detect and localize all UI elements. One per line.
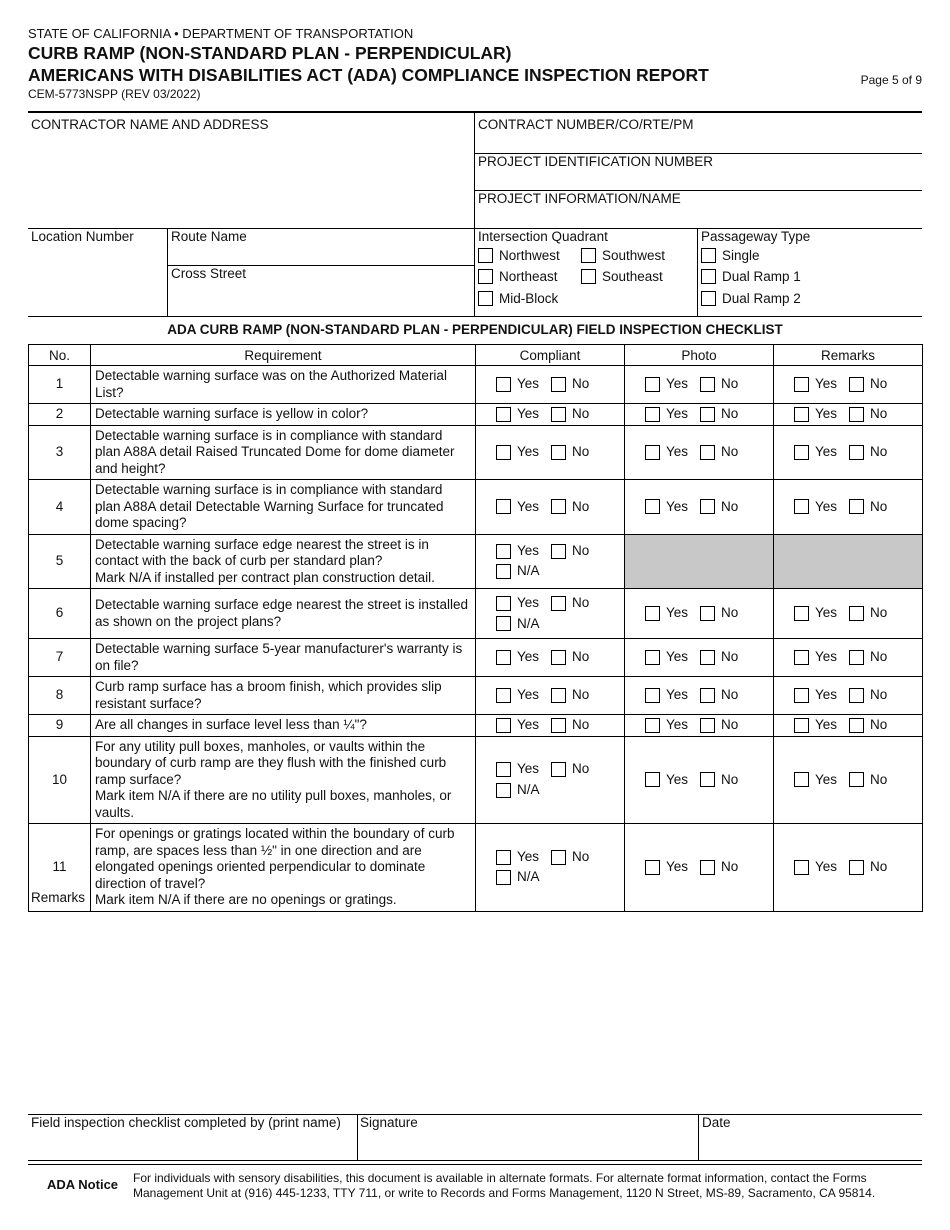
checkbox[interactable]	[478, 248, 493, 263]
yes-no-group	[480, 595, 620, 612]
row-requirement: Detectable warning surface is in compliance with standard plan A88A detail Detectable Warning Surface for truncated dome spacing?	[91, 480, 476, 535]
yes-no-group	[480, 499, 620, 516]
no-label: No	[870, 605, 888, 621]
no-label: No	[870, 498, 888, 514]
contract-number-label: CONTRACT NUMBER/CO/RTE/PM	[478, 117, 694, 132]
yes-no-group	[480, 406, 620, 423]
row-compliant	[476, 480, 625, 535]
yes-no-group	[778, 859, 918, 876]
no-label: No	[572, 717, 590, 732]
option-label: Southeast	[602, 269, 663, 284]
intersection-quadrant-label: Intersection Quadrant	[478, 229, 608, 244]
yes-no-group	[778, 499, 918, 516]
row-photo	[625, 715, 774, 737]
yes-label: Yes	[517, 595, 540, 610]
yes-checkbox[interactable]	[496, 850, 511, 865]
no-checkbox[interactable]	[551, 718, 566, 733]
yes-label: Yes	[666, 406, 689, 421]
yes-checkbox[interactable]	[645, 606, 660, 621]
checklist-table	[28, 344, 923, 912]
row-photo	[625, 425, 774, 480]
yes-checkbox[interactable]	[645, 772, 660, 787]
checkbox[interactable]	[581, 269, 596, 284]
signature-label: Signature	[360, 1115, 418, 1130]
row-requirement: For openings or gratings located within the boundary of curb ramp, are spaces less than ½" in one direction and are elongated openings oriented perpendicular to dominate direction of travel? Mark item N/A if there are no openings or gratings.	[91, 824, 476, 912]
row-number: 1	[29, 366, 91, 404]
divider	[28, 1160, 922, 1161]
row-remarks	[774, 677, 923, 715]
row-photo	[625, 639, 774, 677]
row-compliant	[476, 534, 625, 589]
form-title-line2: AMERICANS WITH DISABILITIES ACT (ADA) COMPLIANCE INSPECTION REPORT	[28, 65, 709, 85]
no-checkbox[interactable]	[849, 606, 864, 621]
na-label: N/A	[517, 615, 540, 631]
na-group	[480, 782, 620, 799]
yes-label: Yes	[666, 649, 689, 665]
yes-checkbox[interactable]	[645, 688, 660, 703]
table-row	[29, 404, 923, 426]
row-number: 6	[29, 589, 91, 639]
yes-no-group	[778, 406, 918, 423]
yes-no-group	[629, 444, 769, 461]
yes-no-group	[480, 687, 620, 704]
yes-no-group	[629, 605, 769, 622]
yes-checkbox[interactable]	[645, 377, 660, 392]
row-remarks	[774, 480, 923, 535]
project-info-label: PROJECT INFORMATION/NAME	[478, 191, 681, 206]
na-label: N/A	[517, 781, 540, 797]
na-checkbox[interactable]	[496, 616, 511, 631]
route-name-label: Route Name	[171, 229, 247, 244]
yes-label: Yes	[815, 605, 838, 621]
row-compliant	[476, 736, 625, 824]
no-label: No	[870, 771, 888, 787]
yes-no-group	[778, 772, 918, 789]
row-requirement: Are all changes in surface level less than ¼"?	[91, 715, 476, 737]
yes-no-group	[480, 649, 620, 666]
na-checkbox[interactable]	[496, 783, 511, 798]
no-checkbox[interactable]	[551, 688, 566, 703]
row-requirement: Detectable warning surface is yellow in color?	[91, 404, 476, 426]
form-title	[28, 42, 709, 86]
table-row	[29, 715, 923, 737]
checkbox[interactable]	[478, 269, 493, 284]
yes-checkbox[interactable]	[645, 445, 660, 460]
yes-no-group	[629, 649, 769, 666]
row-number: 3	[29, 425, 91, 480]
row-compliant	[476, 715, 625, 737]
yes-checkbox[interactable]	[794, 377, 809, 392]
page-number: Page 5 of 9	[860, 73, 922, 87]
yes-checkbox[interactable]	[794, 606, 809, 621]
divider	[28, 316, 922, 317]
agency-line: STATE OF CALIFORNIA • DEPARTMENT OF TRANSPORTATION	[28, 26, 414, 41]
yes-checkbox[interactable]	[645, 718, 660, 733]
no-checkbox[interactable]	[551, 650, 566, 665]
table-row	[29, 639, 923, 677]
no-label: No	[721, 605, 739, 621]
divider	[697, 228, 698, 316]
no-label: No	[721, 649, 739, 665]
passageway-dual-ramp-1[interactable]	[701, 269, 801, 284]
divider	[474, 113, 475, 316]
quadrant-northeast[interactable]	[478, 269, 558, 284]
no-checkbox[interactable]	[700, 718, 715, 733]
yes-checkbox[interactable]	[645, 407, 660, 422]
row-compliant	[476, 366, 625, 404]
no-checkbox[interactable]	[551, 407, 566, 422]
row-number: 10	[29, 736, 91, 824]
na-checkbox[interactable]	[496, 870, 511, 885]
checkbox[interactable]	[701, 269, 716, 284]
no-checkbox[interactable]	[849, 860, 864, 875]
completed-by-label: Field inspection checklist completed by (print name)	[31, 1115, 341, 1130]
no-checkbox[interactable]	[849, 650, 864, 665]
row-compliant	[476, 404, 625, 426]
quadrant-southwest[interactable]	[581, 248, 665, 263]
no-checkbox[interactable]	[849, 499, 864, 514]
no-checkbox[interactable]	[700, 606, 715, 621]
table-row	[29, 589, 923, 639]
col-requirement: Requirement	[91, 345, 476, 366]
table-row	[29, 534, 923, 589]
row-requirement: Detectable warning surface was on the Authorized Material List?	[91, 366, 476, 404]
no-label: No	[572, 498, 590, 514]
row-number: 9	[29, 715, 91, 737]
yes-label: Yes	[666, 687, 689, 703]
header-rule	[28, 111, 922, 113]
no-checkbox[interactable]	[849, 445, 864, 460]
no-label: No	[721, 859, 739, 874]
yes-label: Yes	[815, 444, 838, 459]
yes-no-group	[629, 406, 769, 423]
no-label: No	[572, 649, 590, 665]
no-label: No	[721, 376, 739, 392]
na-label: N/A	[517, 563, 540, 579]
row-remarks	[774, 715, 923, 737]
no-label: No	[721, 687, 739, 703]
yes-checkbox[interactable]	[645, 650, 660, 665]
yes-no-group	[629, 499, 769, 516]
yes-checkbox[interactable]	[794, 860, 809, 875]
yes-no-group	[480, 543, 620, 560]
no-label: No	[572, 376, 590, 392]
table-row	[29, 480, 923, 535]
yes-checkbox[interactable]	[794, 499, 809, 514]
contractor-label: CONTRACTOR NAME AND ADDRESS	[31, 117, 269, 132]
no-checkbox[interactable]	[849, 688, 864, 703]
no-label: No	[870, 444, 888, 459]
yes-checkbox[interactable]	[496, 544, 511, 559]
option-label: Southwest	[602, 248, 666, 263]
option-label: Northeast	[499, 269, 558, 284]
no-checkbox[interactable]	[700, 407, 715, 422]
table-row	[29, 824, 923, 912]
no-checkbox[interactable]	[551, 850, 566, 865]
cross-street-label: Cross Street	[171, 266, 247, 281]
yes-no-group	[480, 761, 620, 778]
row-number: 8	[29, 677, 91, 715]
no-label: No	[572, 761, 590, 777]
no-checkbox[interactable]	[700, 860, 715, 875]
yes-label: Yes	[815, 771, 838, 787]
yes-checkbox[interactable]	[496, 596, 511, 611]
yes-label: Yes	[815, 859, 838, 874]
yes-checkbox[interactable]	[496, 499, 511, 514]
divider	[357, 1114, 358, 1160]
yes-checkbox[interactable]	[496, 650, 511, 665]
yes-label: Yes	[517, 687, 540, 703]
no-label: No	[721, 771, 739, 787]
row-number: 7	[29, 639, 91, 677]
no-checkbox[interactable]	[551, 544, 566, 559]
no-checkbox[interactable]	[551, 499, 566, 514]
table-row	[29, 677, 923, 715]
row-requirement: For any utility pull boxes, manholes, or vaults within the boundary of curb ramp are they flush with the finished curb ramp surface? Mark item N/A if there are no utility pull boxes, manholes, or vaults.	[91, 736, 476, 824]
option-label: Mid-Block	[499, 291, 559, 306]
yes-label: Yes	[815, 406, 838, 421]
yes-label: Yes	[815, 376, 838, 392]
passageway-type-label: Passageway Type	[701, 229, 811, 244]
yes-no-group	[778, 687, 918, 704]
yes-no-group	[480, 376, 620, 393]
row-remarks	[774, 534, 923, 589]
form-number: CEM-5773NSPP (REV 03/2022)	[28, 87, 201, 101]
no-label: No	[870, 859, 888, 874]
no-checkbox[interactable]	[849, 772, 864, 787]
table-row	[29, 736, 923, 824]
yes-label: Yes	[517, 376, 540, 392]
checkbox[interactable]	[581, 248, 596, 263]
yes-checkbox[interactable]	[496, 407, 511, 422]
col-remarks: Remarks	[774, 345, 923, 366]
ada-notice-text: For individuals with sensory disabilities, this document is available in alternate formats. For alternate format information, contact the Forms Management Unit at (916) 445-1233, TTY 711, or write to Records and Forms Management, 1120 N Street, MS-89, Sacramento, CA 95814.	[133, 1171, 876, 1200]
yes-no-group	[778, 376, 918, 393]
yes-checkbox[interactable]	[496, 718, 511, 733]
row-photo	[625, 404, 774, 426]
yes-checkbox[interactable]	[794, 445, 809, 460]
yes-checkbox[interactable]	[794, 407, 809, 422]
yes-label: Yes	[815, 649, 838, 665]
table-row	[29, 425, 923, 480]
no-label: No	[721, 406, 739, 421]
yes-checkbox[interactable]	[496, 377, 511, 392]
yes-label: Yes	[666, 717, 689, 732]
no-label: No	[572, 444, 590, 459]
yes-label: Yes	[666, 859, 689, 874]
checkbox[interactable]	[478, 291, 493, 306]
row-number: 2	[29, 404, 91, 426]
na-group	[480, 616, 620, 633]
row-requirement: Detectable warning surface edge nearest the street is installed as shown on the project plans?	[91, 589, 476, 639]
yes-no-group	[629, 687, 769, 704]
row-photo	[625, 480, 774, 535]
yes-checkbox[interactable]	[496, 445, 511, 460]
yes-label: Yes	[666, 498, 689, 514]
yes-label: Yes	[517, 444, 540, 459]
row-remarks	[774, 404, 923, 426]
row-compliant	[476, 639, 625, 677]
yes-no-group	[629, 376, 769, 393]
yes-label: Yes	[517, 761, 540, 777]
row-photo	[625, 824, 774, 912]
row-number: 11	[29, 824, 91, 912]
yes-label: Yes	[517, 649, 540, 665]
no-label: No	[721, 498, 739, 514]
row-requirement: Curb ramp surface has a broom finish, which provides slip resistant surface?	[91, 677, 476, 715]
row-requirement: Detectable warning surface edge nearest the street is in contact with the back of curb per standard plan? Mark N/A if installed per contract plan construction detail.	[91, 534, 476, 589]
yes-label: Yes	[666, 605, 689, 621]
divider	[698, 1114, 699, 1160]
row-photo	[625, 366, 774, 404]
yes-no-group	[629, 859, 769, 876]
yes-label: Yes	[815, 687, 838, 703]
row-requirement: Detectable warning surface 5-year manufacturer's warranty is on file?	[91, 639, 476, 677]
no-checkbox[interactable]	[700, 650, 715, 665]
yes-label: Yes	[815, 717, 838, 732]
divider	[28, 1164, 922, 1165]
yes-no-group	[629, 772, 769, 789]
option-label: Northwest	[499, 248, 560, 263]
row-photo	[625, 534, 774, 589]
no-checkbox[interactable]	[700, 772, 715, 787]
yes-label: Yes	[517, 406, 540, 421]
no-label: No	[870, 376, 888, 392]
yes-checkbox[interactable]	[496, 762, 511, 777]
no-label: No	[721, 717, 739, 732]
option-label: Dual Ramp 2	[722, 291, 801, 306]
col-compliant: Compliant	[476, 345, 625, 366]
row-remarks	[774, 589, 923, 639]
no-checkbox[interactable]	[849, 718, 864, 733]
no-label: No	[572, 848, 590, 864]
row-remarks	[774, 824, 923, 912]
row-compliant	[476, 677, 625, 715]
no-checkbox[interactable]	[700, 688, 715, 703]
row-photo	[625, 589, 774, 639]
row-remarks	[774, 425, 923, 480]
yes-checkbox[interactable]	[496, 688, 511, 703]
passageway-single[interactable]	[701, 248, 760, 263]
option-label: Dual Ramp 1	[722, 269, 801, 284]
yes-no-group	[629, 717, 769, 734]
yes-label: Yes	[517, 542, 540, 558]
yes-no-group	[480, 444, 620, 461]
table-header-row	[29, 345, 923, 366]
row-compliant	[476, 425, 625, 480]
quadrant-southeast[interactable]	[581, 269, 663, 284]
row-compliant	[476, 589, 625, 639]
row-remarks	[774, 736, 923, 824]
col-no: No.	[29, 345, 91, 366]
na-group	[480, 869, 620, 886]
remarks-label: Remarks	[31, 890, 86, 905]
no-checkbox[interactable]	[700, 499, 715, 514]
row-photo	[625, 736, 774, 824]
yes-label: Yes	[666, 376, 689, 392]
quadrant-mid-block[interactable]	[478, 291, 558, 306]
no-label: No	[870, 717, 888, 732]
row-remarks	[774, 639, 923, 677]
yes-no-group	[778, 717, 918, 734]
yes-no-group	[778, 444, 918, 461]
yes-checkbox[interactable]	[794, 718, 809, 733]
yes-checkbox[interactable]	[645, 860, 660, 875]
yes-checkbox[interactable]	[794, 688, 809, 703]
no-label: No	[572, 406, 590, 421]
row-compliant	[476, 824, 625, 912]
no-checkbox[interactable]	[700, 445, 715, 460]
row-number: 5	[29, 534, 91, 589]
ada-notice-label: ADA Notice	[47, 1177, 119, 1192]
divider	[167, 228, 168, 316]
checklist-title: ADA CURB RAMP (NON-STANDARD PLAN - PERPENDICULAR) FIELD INSPECTION CHECKLIST	[167, 322, 783, 337]
no-label: No	[870, 406, 888, 421]
yes-label: Yes	[517, 717, 540, 732]
option-label: Single	[722, 248, 760, 263]
yes-no-group	[480, 849, 620, 866]
project-id-label: PROJECT IDENTIFICATION NUMBER	[478, 154, 714, 169]
no-label: No	[870, 687, 888, 703]
row-photo	[625, 677, 774, 715]
yes-checkbox[interactable]	[645, 499, 660, 514]
no-label: No	[572, 595, 590, 610]
yes-no-group	[778, 605, 918, 622]
date-label: Date	[702, 1115, 731, 1130]
no-label: No	[870, 649, 888, 665]
row-remarks	[774, 366, 923, 404]
row-number: 4	[29, 480, 91, 535]
na-label: N/A	[517, 869, 540, 885]
yes-label: Yes	[815, 498, 838, 514]
yes-checkbox[interactable]	[794, 772, 809, 787]
no-checkbox[interactable]	[551, 377, 566, 392]
no-label: No	[721, 444, 739, 459]
yes-label: Yes	[666, 444, 689, 459]
na-group	[480, 563, 620, 580]
quadrant-northwest[interactable]	[478, 248, 560, 263]
checkbox[interactable]	[701, 291, 716, 306]
no-checkbox[interactable]	[551, 762, 566, 777]
no-checkbox[interactable]	[849, 407, 864, 422]
no-checkbox[interactable]	[551, 596, 566, 611]
form-title-line1: CURB RAMP (NON-STANDARD PLAN - PERPENDICULAR)	[28, 43, 512, 63]
passageway-dual-ramp-2[interactable]	[701, 291, 801, 306]
yes-no-group	[480, 717, 620, 734]
no-checkbox[interactable]	[700, 377, 715, 392]
yes-label: Yes	[666, 771, 689, 787]
yes-label: Yes	[517, 848, 540, 864]
na-checkbox[interactable]	[496, 564, 511, 579]
checkbox[interactable]	[701, 248, 716, 263]
no-label: No	[572, 687, 590, 703]
yes-checkbox[interactable]	[794, 650, 809, 665]
yes-no-group	[778, 649, 918, 666]
row-requirement: Detectable warning surface is in compliance with standard plan A88A detail Raised Truncated Dome for dome diameter and height?	[91, 425, 476, 480]
yes-label: Yes	[517, 498, 540, 514]
location-number-label: Location Number	[31, 229, 134, 244]
no-checkbox[interactable]	[849, 377, 864, 392]
no-checkbox[interactable]	[551, 445, 566, 460]
col-photo: Photo	[625, 345, 774, 366]
table-row	[29, 366, 923, 404]
no-label: No	[572, 542, 590, 558]
